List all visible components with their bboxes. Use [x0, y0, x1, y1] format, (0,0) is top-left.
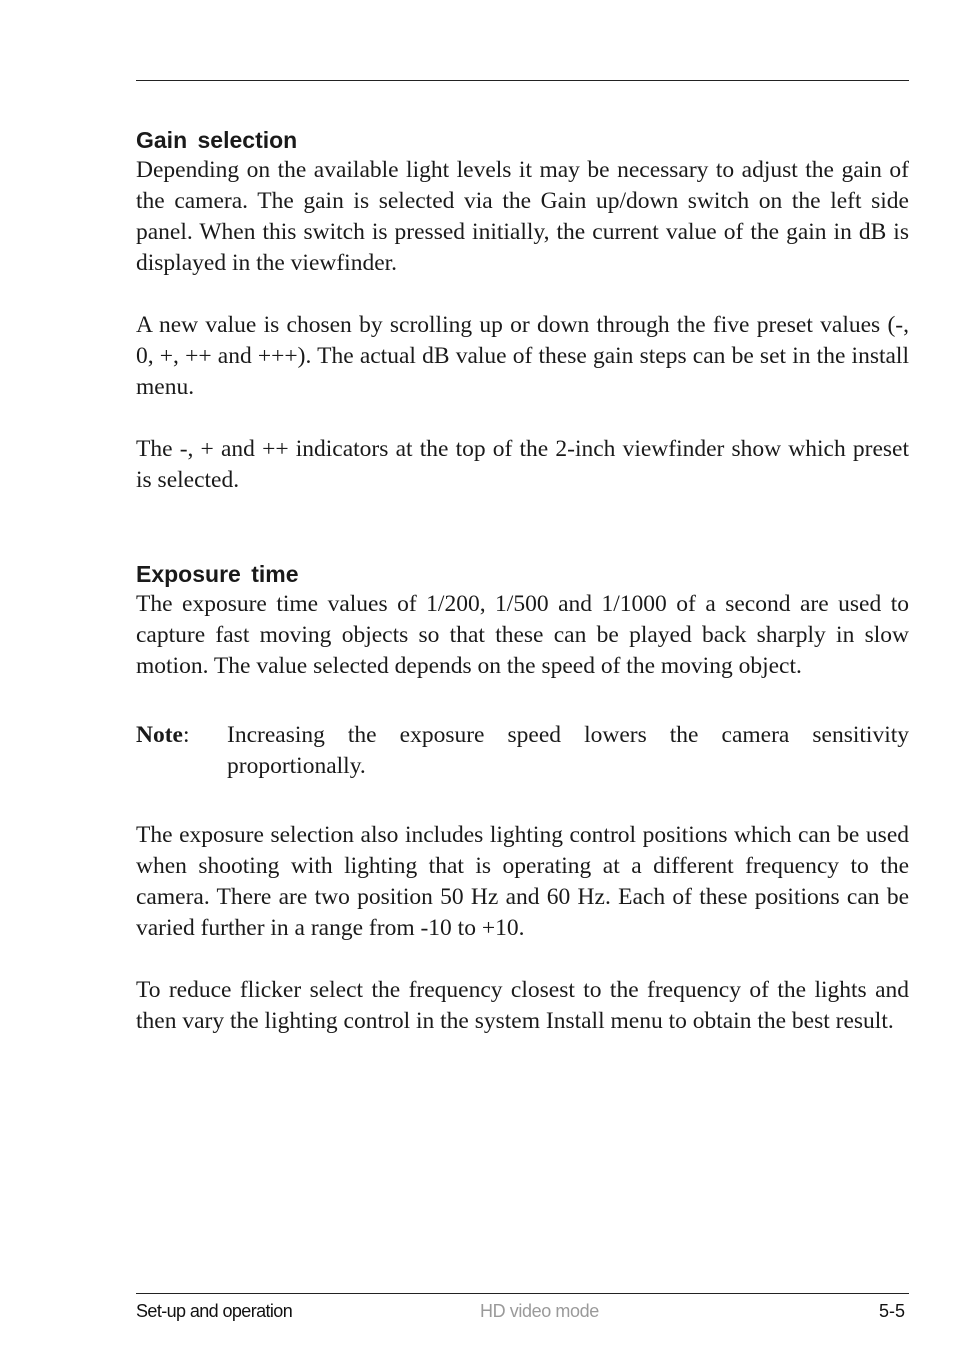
note-label: Note: [136, 722, 190, 748]
header-rule [136, 80, 909, 81]
note-text: Increasing the exposure speed lowers the camera sensitivity proportionally. [227, 722, 909, 779]
section-heading: Exposure time [136, 561, 299, 587]
section-gain-selection [136, 126, 909, 496]
paragraph: The -, + and ++ indicators at the top of the 2-inch viewfinder show which preset is selected. [136, 436, 909, 493]
footer-rule [136, 1293, 909, 1294]
paragraph: A new value is chosen by scrolling up or down through the five preset values (-, 0, +, ++ and +++). The actual dB value of these gain steps can be set in the install menu. [136, 312, 909, 400]
paragraph: Depending on the available light levels it may be necessary to adjust the gain of the camera. The gain is selected via the Gain up/down switch on the left side panel. When this switch is pressed initially, the current value of the gain in dB is displayed in the viewfinder. [136, 157, 909, 276]
page-footer [136, 1299, 909, 1323]
page-number: 5-5 [878, 1301, 905, 1321]
paragraph: To reduce flicker select the frequency closest to the frequency of the lights and then vary the lighting control in the system Install menu to obtain the best result. [136, 977, 909, 1034]
page-body [136, 126, 909, 1037]
section-heading: Gain selection [136, 127, 298, 153]
note-block [136, 720, 909, 782]
footer-section-title: HD video mode [480, 1301, 599, 1321]
footer-chapter-title: Set-up and operation [136, 1301, 293, 1321]
section-exposure-time [136, 560, 909, 1037]
paragraph: The exposure time values of 1/200, 1/500 and 1/1000 of a second are used to capture fast moving objects so that these can be played back sharply in slow motion. The value selected depends on the speed of the moving object. [136, 591, 909, 679]
paragraph: The exposure selection also includes lighting control positions which can be used when shooting with lighting that is operating at a different frequency to the camera. There are two position 50 Hz and 60 Hz. Each of these positions can be varied further in a range from -10 to +10. [136, 822, 909, 941]
